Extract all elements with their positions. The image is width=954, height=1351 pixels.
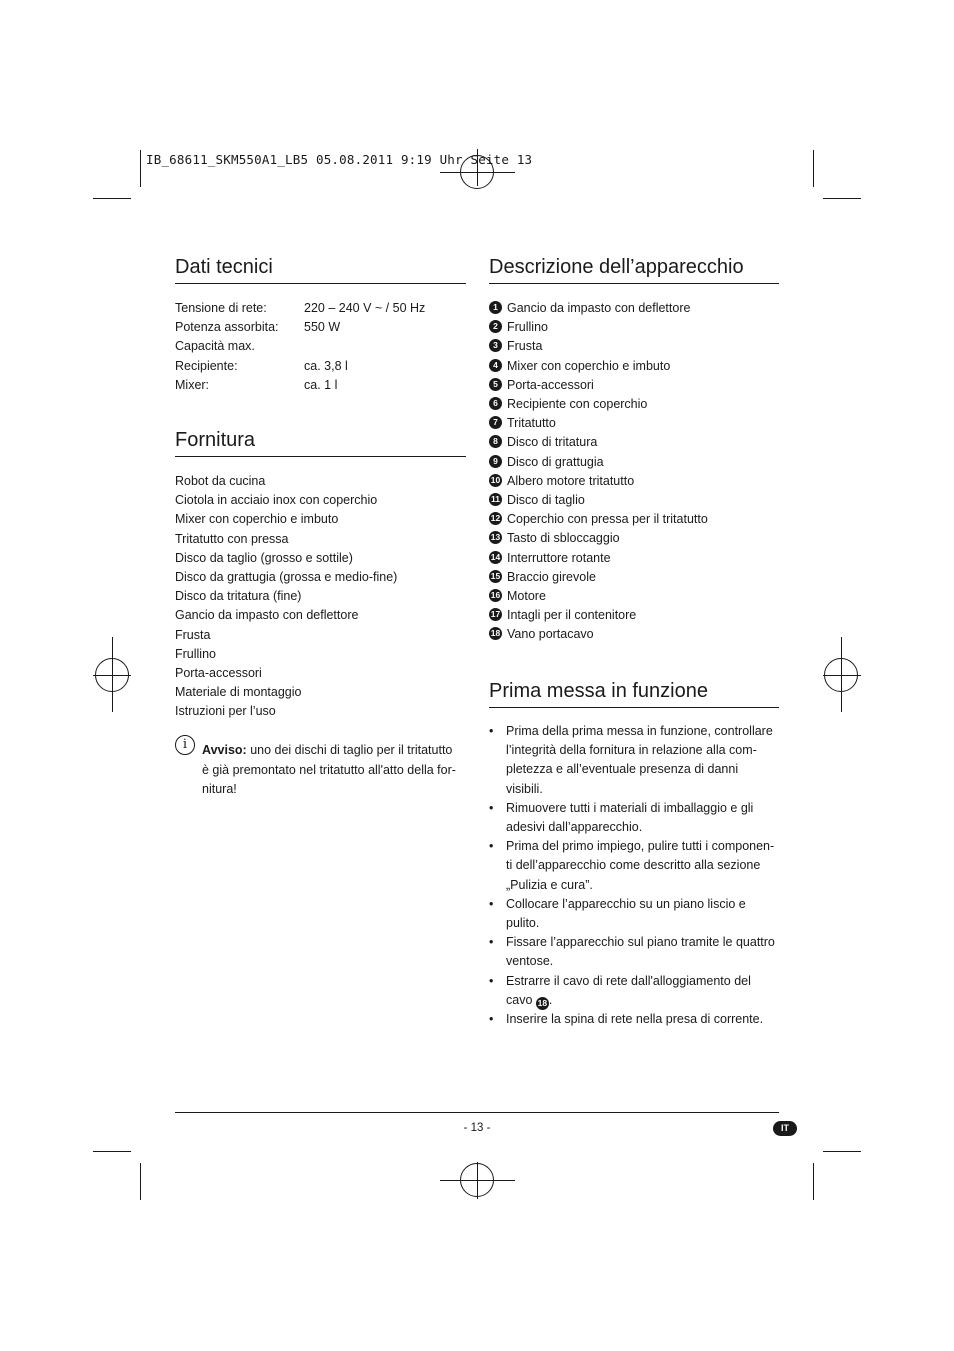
- instruction-text: Inserire la spina di rete nella presa di corrente.: [506, 1012, 764, 1026]
- part-label: Frusta: [507, 339, 543, 354]
- bullet: •: [489, 1012, 494, 1026]
- part-number-badge: 7: [489, 416, 502, 429]
- part-number-badge: 3: [489, 339, 502, 352]
- note-line: è già premontato nel tritatutto all'atto della for-: [202, 763, 456, 777]
- part-label: Gancio da impasto con deflettore: [507, 301, 691, 315]
- part-label: Intagli per il contenitore: [507, 608, 637, 623]
- part-number-badge: 17: [490, 609, 501, 620]
- bullet: •: [489, 973, 494, 988]
- fornitura-item: Disco da grattugia (grossa e medio-fine): [175, 570, 398, 584]
- fornitura-item: Disco da tritatura (fine): [175, 589, 302, 604]
- part-number-badge: 9: [489, 455, 502, 468]
- fornitura-item: Ciotola in acciaio inox con coperchio: [175, 493, 378, 508]
- spec-value: 220 – 240 V ~ / 50 Hz: [304, 301, 426, 315]
- print-slug: IB_68611_SKM550A1_LB5 05.08.2011 9:19 Uhr Seite 13: [146, 152, 533, 167]
- note-line: nitura!: [202, 782, 237, 796]
- part-label: Vano portacavo: [507, 627, 594, 642]
- instruction-text: pulito.: [506, 916, 540, 930]
- spec-label: Capacità max.: [175, 339, 255, 354]
- part-number-badge: 15: [490, 570, 501, 581]
- spec-value: ca. 3,8 l: [304, 358, 348, 373]
- spec-label: Potenza assorbita:: [175, 320, 279, 335]
- instruction-text: Collocare l’apparecchio su un piano liscio e: [506, 896, 746, 911]
- instruction-text: ventose.: [506, 954, 554, 969]
- instruction-text: adesivi dall’apparecchio.: [506, 820, 643, 834]
- instruction-text: visibili.: [506, 781, 543, 796]
- prima-messa-heading: Prima messa in funzione: [489, 680, 779, 708]
- bullet: •: [489, 839, 494, 854]
- part-label: Recipiente con coperchio: [507, 397, 648, 411]
- fornitura-item: Tritatutto con pressa: [175, 531, 289, 546]
- fornitura-heading: Fornitura: [175, 429, 466, 457]
- spec-label: Tensione di rete:: [175, 301, 267, 315]
- instruction-text: Rimuovere tutti i materiali di imballaggio e gli: [506, 800, 754, 815]
- spec-label: Mixer:: [175, 377, 210, 392]
- instruction-text: Prima della prima messa in funzione, controllare: [506, 724, 773, 738]
- part-label: Braccio girevole: [507, 569, 596, 584]
- fornitura-item: Gancio da impasto con deflettore: [175, 608, 359, 623]
- part-label: Interruttore rotante: [507, 550, 611, 565]
- part-number-badge: 11: [491, 494, 500, 504]
- descrizione-heading: Descrizione dell’apparecchio: [489, 256, 779, 284]
- instruction-text: cavo 18 .: [506, 992, 553, 1008]
- info-icon: i: [175, 735, 195, 755]
- part-label: Porta-accessori: [507, 377, 594, 392]
- dati-tecnici-section: [175, 256, 466, 284]
- spec-label: Recipiente:: [175, 358, 238, 373]
- bullet: •: [489, 724, 494, 738]
- part-number-badge: 6: [489, 397, 502, 410]
- part-number-badge: 1: [489, 301, 502, 314]
- instruction-text: Estrarre il cavo di rete dall'alloggiamento del: [506, 973, 751, 988]
- period: .: [548, 992, 553, 1007]
- instruction-text: l’integrità della fornitura in relazione alla com-: [506, 743, 757, 758]
- fornitura-item: Materiale di montaggio: [175, 685, 302, 700]
- dati-tecnici-heading: Dati tecnici: [175, 256, 466, 284]
- descrizione-section: [489, 256, 779, 284]
- part-number-badge: 2: [489, 320, 502, 333]
- fornitura-item: Porta-accessori: [175, 666, 262, 680]
- part-number-badge: 13: [490, 532, 501, 543]
- part-label: Frullino: [507, 320, 548, 335]
- fornitura-item: Disco da taglio (grosso e sottile): [175, 550, 353, 565]
- part-label: Tritatutto: [507, 416, 556, 431]
- bullet: •: [489, 800, 494, 815]
- fornitura-item: Istruzioni per l’uso: [175, 704, 276, 719]
- part-label: Tasto di sbloccaggio: [507, 531, 620, 546]
- fornitura-item: Frullino: [175, 646, 216, 661]
- note-bold: Avviso:: [202, 743, 247, 757]
- spec-value: 550 W: [304, 320, 341, 335]
- part-number-badge: 12: [490, 513, 501, 524]
- part-label: Disco di tritatura: [507, 435, 598, 450]
- instruction-text: „Pulizia e cura”.: [506, 877, 593, 892]
- part-number-badge: 8: [489, 435, 502, 448]
- footer-rule: [175, 1112, 779, 1113]
- instruction-text: pletezza e all’eventuale presenza di danni: [506, 762, 739, 777]
- part-label: Disco di grattugia: [507, 454, 604, 469]
- prima-messa-section: [489, 680, 779, 708]
- part-label: Albero motore tritatutto: [507, 473, 635, 488]
- part-label: Motore: [507, 589, 546, 603]
- part-label: Mixer con coperchio e imbuto: [507, 358, 671, 373]
- language-badge: IT: [773, 1121, 797, 1136]
- part-number-badge: 16: [490, 590, 501, 600]
- instruction-text: Prima del primo impiego, pulire tutti i componen-: [506, 839, 775, 854]
- part-label: Coperchio con pressa per il tritatutto: [507, 512, 708, 527]
- fornitura-item: Frusta: [175, 627, 211, 642]
- part-number-badge: 14: [490, 551, 501, 562]
- part-number-badge: 10: [490, 474, 501, 485]
- part-number-badge: 18: [490, 628, 501, 639]
- bullet: •: [489, 896, 494, 911]
- fornitura-section: [175, 429, 466, 457]
- cable-compartment-ref: 18: [537, 997, 548, 1008]
- fornitura-item: Robot da cucina: [175, 474, 266, 488]
- spec-value: ca. 1 l: [304, 377, 338, 392]
- part-number-badge: 5: [489, 378, 502, 391]
- page-number: - 13 -: [463, 1122, 491, 1134]
- part-label: Disco di taglio: [507, 493, 585, 507]
- bullet: •: [489, 935, 494, 950]
- fornitura-item: Mixer con coperchio e imbuto: [175, 512, 339, 527]
- part-number-badge: 4: [489, 359, 502, 372]
- note-line: uno dei dischi di taglio per il tritatutto: [250, 743, 453, 757]
- instruction-text: ti dell’apparecchio come descritto alla sezione: [506, 858, 761, 873]
- instruction-text: Fissare l’apparecchio sul piano tramite le quattro: [506, 935, 775, 950]
